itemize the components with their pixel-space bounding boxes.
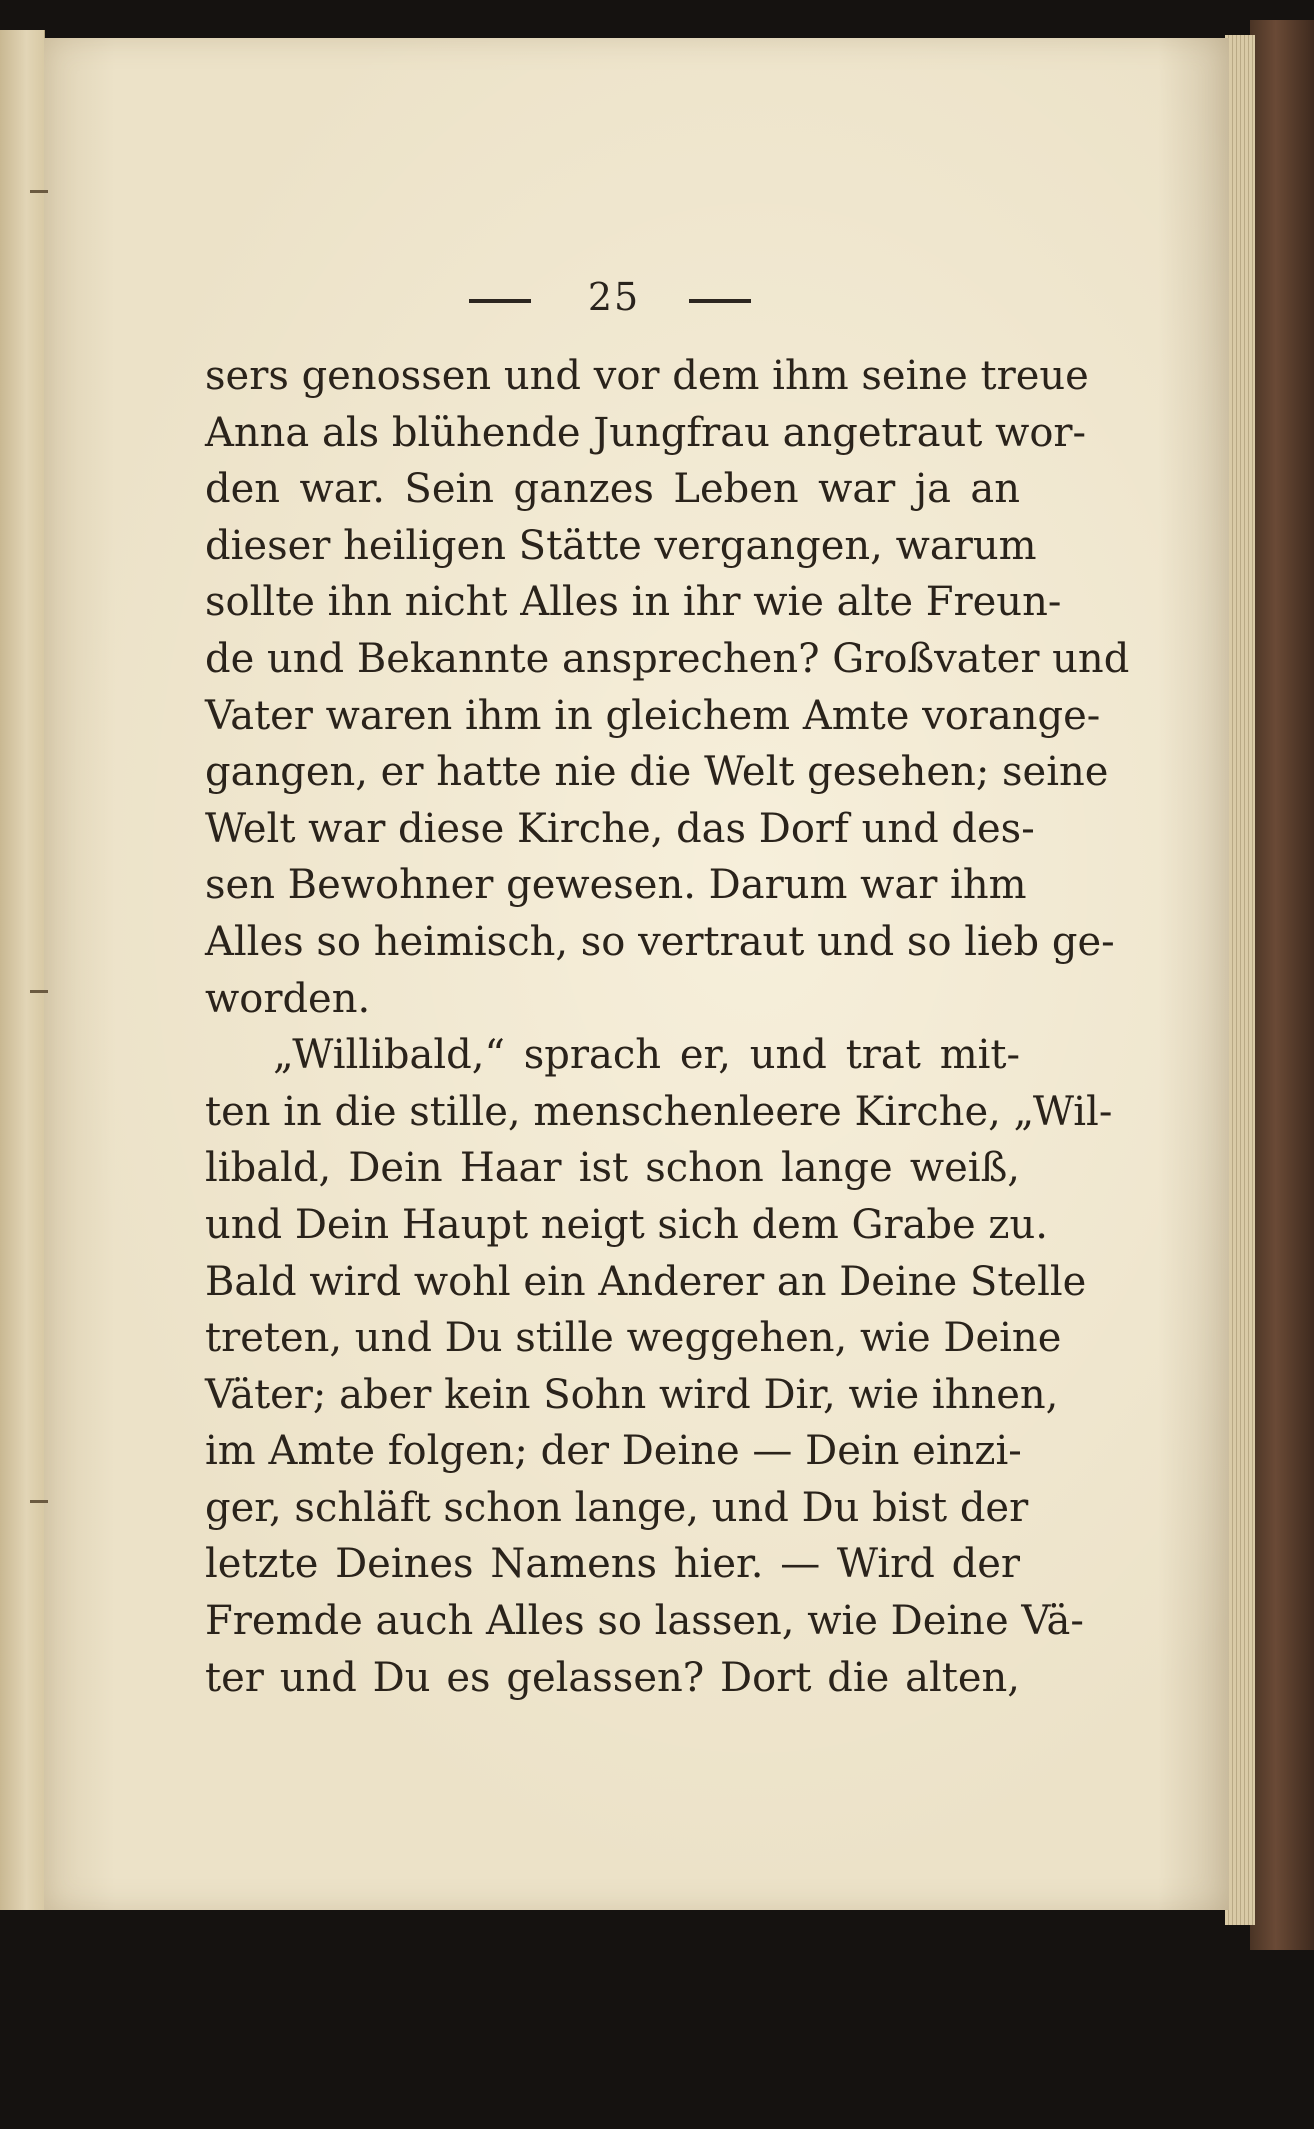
body-text bbox=[205, 348, 1130, 1706]
gutter-marks bbox=[30, 180, 70, 1880]
text-line: ger, schläft schon lange, und Du bist der bbox=[205, 1484, 1029, 1531]
text-line: treten, und Du stille weggehen, wie Deine bbox=[205, 1315, 1062, 1362]
page-number: 25 bbox=[587, 275, 641, 319]
header-rule-right bbox=[689, 299, 751, 303]
text-line: Anna als blühende Jungfrau angetraut wor- bbox=[205, 409, 1087, 456]
header-rule-left bbox=[469, 299, 531, 303]
text-line: ter und Du es gelassen? Dort die alten, bbox=[205, 1654, 1020, 1701]
text-line: Fremde auch Alles so lassen, wie Deine Vä- bbox=[205, 1598, 1084, 1645]
text-line: sen Bewohner gewesen. Darum war ihm bbox=[205, 862, 1027, 909]
text-line: Väter; aber kein Sohn wird Dir, wie ihnen, bbox=[205, 1371, 1059, 1418]
text-line: worden. bbox=[205, 975, 371, 1022]
text-line: dieser heiligen Stätte vergangen, warum bbox=[205, 522, 1037, 569]
text-line: „Willibald,“ sprach er, und trat mit- bbox=[273, 1032, 1020, 1079]
text-line: gangen, er hatte nie die Welt gesehen; seine bbox=[205, 749, 1109, 796]
text-line: Welt war diese Kirche, das Dorf und des- bbox=[205, 805, 1035, 852]
text-line: Bald wird wohl ein Anderer an Deine Stelle bbox=[205, 1258, 1087, 1305]
page-header bbox=[44, 275, 1229, 325]
text-line: sers genossen und vor dem ihm seine treue bbox=[205, 353, 1089, 399]
text-line: den war. Sein ganzes Leben war ja an bbox=[205, 466, 1020, 513]
text-line: sollte ihn nicht Alles in ihr wie alte Freun- bbox=[205, 579, 1062, 626]
text-line: Vater waren ihm in gleichem Amte vorange- bbox=[205, 692, 1101, 739]
text-line: letzte Deines Namens hier. — Wird der bbox=[205, 1541, 1020, 1588]
text-line: im Amte folgen; der Deine — Dein einzi- bbox=[205, 1428, 1022, 1475]
page-stack-edge bbox=[1225, 35, 1255, 1925]
text-line: und Dein Haupt neigt sich dem Grabe zu. bbox=[205, 1201, 1048, 1248]
text-line: Alles so heimisch, so vertraut und so lieb ge- bbox=[205, 918, 1115, 965]
book-cover-edge bbox=[1250, 20, 1314, 1950]
text-line: ten in die stille, menschenleere Kirche, „Wil- bbox=[205, 1088, 1113, 1135]
text-line: de und Bekannte ansprechen? Großvater und bbox=[205, 635, 1130, 682]
text-line: libald, Dein Haar ist schon lange weiß, bbox=[205, 1145, 1020, 1192]
